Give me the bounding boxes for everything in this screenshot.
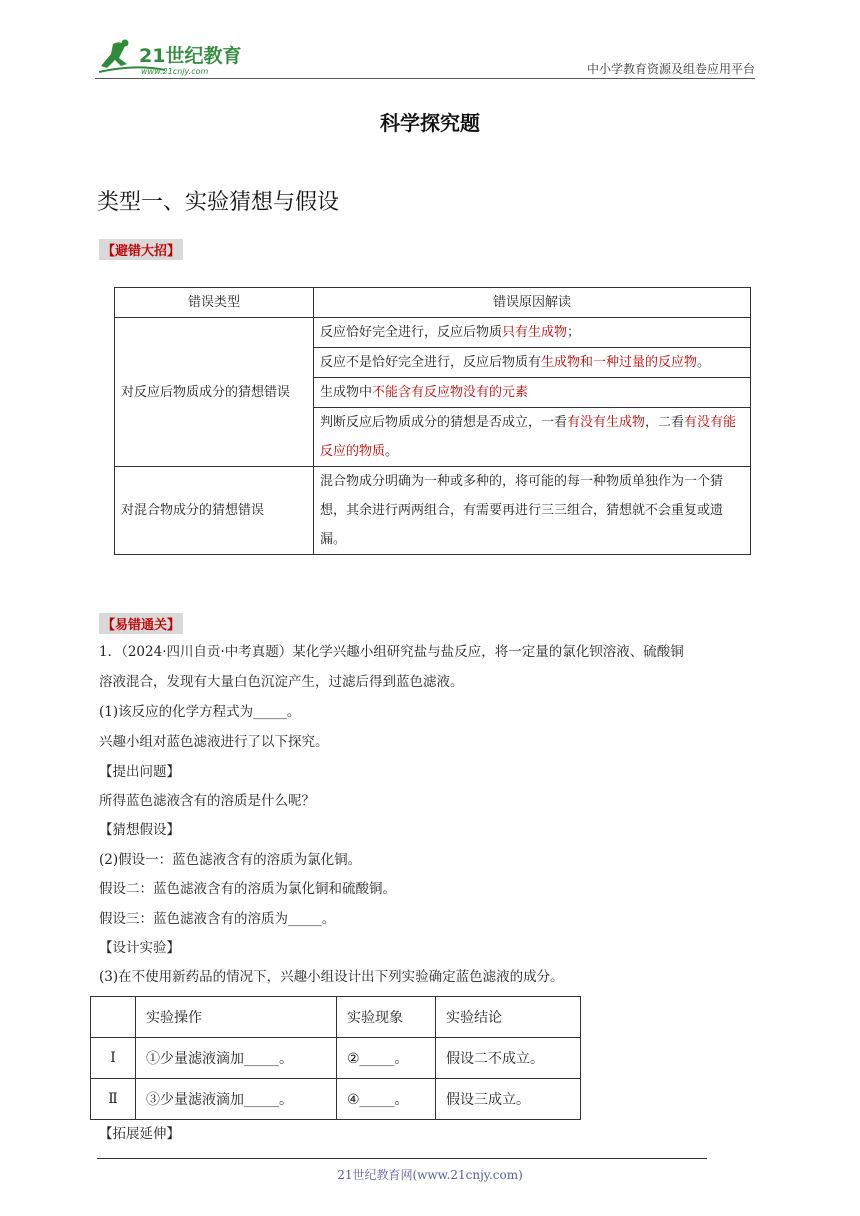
error-reason-cell: 混合物成分明确为一种或多种的，将可能的每一种物质单独作为一个猜想，其余进行两两组合，有需要再进行三三组合，猜想就不会重复或遗漏。 [314, 467, 751, 555]
table-cell: ①少量滤液滴加_____。 [136, 1038, 337, 1079]
table-cell: Ⅰ [91, 1038, 136, 1079]
error-type-cell: 对反应后物质成分的猜想错误 [115, 318, 314, 467]
question-text: (3)在不使用新药品的情况下，兴趣小组设计出下列实验确定蓝色滤液的成分。 [99, 969, 564, 985]
table-row [115, 467, 751, 555]
tag-pass-errors: 【易错通关】 [99, 613, 183, 634]
page-title: 科学探究题 [380, 111, 480, 135]
table-row [91, 1079, 581, 1120]
site-logo [95, 38, 255, 80]
question-text: 假设二：蓝色滤液含有的溶质为氯化铜和硫酸铜。 [99, 881, 396, 897]
question-text: 兴趣小组对蓝色滤液进行了以下探究。 [99, 734, 329, 750]
logo-url-text: www.21cnjy.com [141, 67, 209, 76]
table-header-cell [91, 997, 136, 1038]
error-reason-cell [314, 348, 751, 378]
error-type-cell: 对混合物成分的猜想错误 [115, 467, 314, 555]
question-text: 所得蓝色滤液含有的溶质是什么呢？ [99, 793, 315, 809]
table-header-cell: 实验操作 [136, 997, 337, 1038]
text-span: ； [567, 325, 581, 340]
error-reason-cell [314, 318, 751, 348]
error-table [114, 287, 751, 555]
tag-avoid-errors: 【避错大招】 [99, 239, 183, 260]
section-label: 【设计实验】 [99, 940, 180, 956]
logo-text: 21世纪教育 [139, 45, 242, 67]
table-cell: ②_____。 [337, 1038, 436, 1079]
table-header-cell: 错误原因解读 [314, 288, 751, 318]
text-span: 。 [385, 444, 399, 459]
text-span: 反应恰好完全进行，反应后物质 [320, 325, 503, 340]
highlight-text: 生成物和一种过量的反应物 [541, 355, 698, 370]
table-header-cell: 实验现象 [337, 997, 436, 1038]
table-cell: Ⅱ [91, 1079, 136, 1120]
text-span: 。 [697, 355, 711, 370]
highlight-text: 有没有能反应的物质 [320, 415, 737, 459]
question-text: 溶液混合，发现有大量白色沉淀产生，过滤后得到蓝色滤液。 [99, 674, 464, 690]
table-cell: ④_____。 [337, 1079, 436, 1120]
section-label: 【猜想假设】 [99, 822, 180, 838]
footer-text[interactable]: 21世纪教育网(www.21cnjy.com) [337, 1168, 523, 1182]
text-span: ，二看 [645, 415, 685, 430]
table-row [115, 288, 751, 318]
question-text: 1．（2024·四川自贡·中考真题）某化学兴趣小组研究盐与盐反应，将一定量的氯化钡溶液、硫酸铜 [99, 644, 684, 660]
text-span: 判断反应后物质成分的猜想是否成立，一看 [320, 415, 568, 430]
table-cell: 假设三成立。 [436, 1079, 581, 1120]
section-heading: 类型一、实验猜想与假设 [97, 190, 340, 215]
question-text: (1)该反应的化学方程式为_____。 [99, 704, 301, 720]
table-row [91, 997, 581, 1038]
header-divider [95, 78, 755, 79]
table-cell: 假设二不成立。 [436, 1038, 581, 1079]
table-row [115, 318, 751, 348]
error-reason-cell [314, 378, 751, 408]
question-text: 假设三：蓝色滤液含有的溶质为_____。 [99, 911, 336, 927]
header-platform-text: 中小学教育资源及组卷应用平台 [586, 62, 755, 76]
text-span: 反应不是恰好完全进行，反应后物质有 [320, 355, 542, 370]
section-label: 【拓展延伸】 [99, 1126, 180, 1142]
error-reason-cell [314, 408, 751, 467]
question-text: (2)假设一：蓝色滤液含有的溶质为氯化铜。 [99, 852, 362, 868]
section-label: 【提出问题】 [99, 764, 180, 780]
experiment-table [90, 996, 581, 1120]
footer-divider [97, 1158, 707, 1159]
table-row [91, 1038, 581, 1079]
table-header-cell: 错误类型 [115, 288, 314, 318]
table-cell: ③少量滤液滴加_____。 [136, 1079, 337, 1120]
highlight-text: 不能含有反应物没有的元素 [372, 385, 529, 400]
table-header-cell: 实验结论 [436, 997, 581, 1038]
text-span: 生成物中 [320, 385, 373, 400]
highlight-text: 有没有生成物 [567, 415, 646, 430]
highlight-text: 只有生成物 [502, 325, 568, 340]
